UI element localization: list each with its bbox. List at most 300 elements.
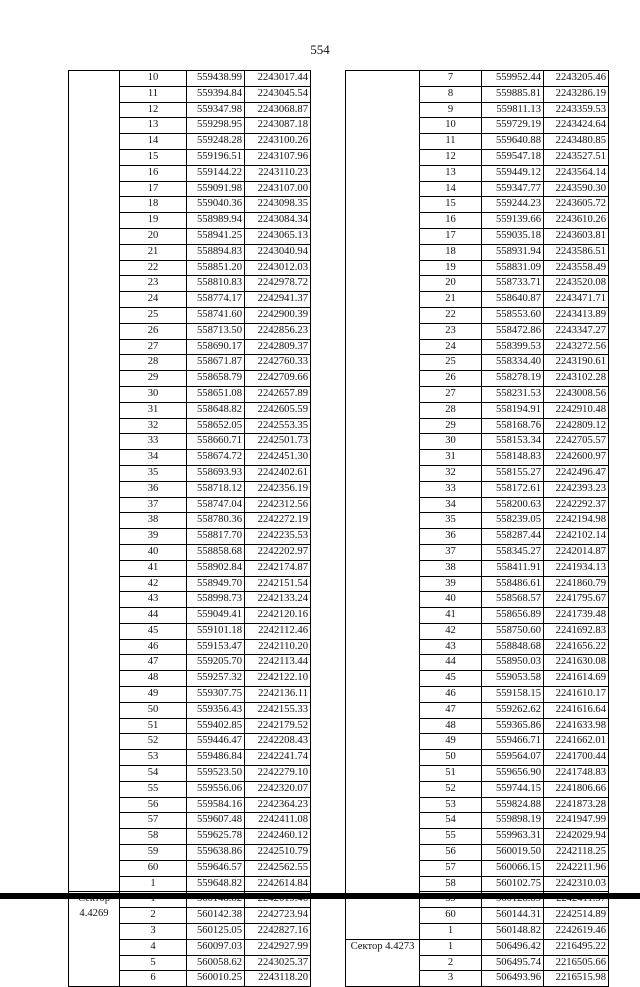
point-number: 40 [120, 544, 187, 560]
point-number: 33 [120, 434, 187, 450]
x-coordinate: 558750.60 [482, 623, 544, 639]
point-number: 11 [420, 134, 482, 150]
x-coordinate: 558810.83 [187, 276, 245, 292]
point-number: 50 [120, 702, 187, 718]
x-coordinate: 559607.48 [187, 813, 245, 829]
point-number: 12 [120, 102, 187, 118]
y-coordinate: 2241610.17 [544, 687, 609, 703]
y-coordinate: 2242760.33 [245, 355, 311, 371]
x-coordinate: 559153.47 [187, 639, 245, 655]
y-coordinate: 2242809.12 [544, 418, 609, 434]
y-coordinate: 2242211.96 [544, 860, 609, 876]
point-number: 6 [120, 971, 187, 987]
point-number: 38 [420, 560, 482, 576]
x-coordinate: 558278.19 [482, 371, 544, 387]
y-coordinate: 2243025.37 [245, 955, 311, 971]
x-coordinate: 559298.95 [187, 118, 245, 134]
y-coordinate: 2242496.47 [544, 465, 609, 481]
y-coordinate: 2243272.56 [544, 339, 609, 355]
point-number: 43 [420, 639, 482, 655]
x-coordinate: 559244.23 [482, 197, 544, 213]
y-coordinate: 2242155.33 [245, 702, 311, 718]
y-coordinate: 2242393.23 [544, 481, 609, 497]
y-coordinate: 2242174.87 [245, 560, 311, 576]
y-coordinate: 2242605.59 [245, 402, 311, 418]
x-coordinate: 506496.42 [482, 939, 544, 955]
point-number: 27 [120, 339, 187, 355]
y-coordinate: 2242510.79 [245, 845, 311, 861]
point-number: 10 [420, 118, 482, 134]
point-number: 17 [120, 181, 187, 197]
y-coordinate: 2242927.99 [245, 939, 311, 955]
point-number: 58 [420, 876, 482, 892]
point-number: 24 [120, 292, 187, 308]
x-coordinate: 558989.94 [187, 213, 245, 229]
point-number: 11 [120, 86, 187, 102]
x-coordinate: 559547.18 [482, 149, 544, 165]
x-coordinate: 559035.18 [482, 228, 544, 244]
x-coordinate: 560142.38 [187, 908, 245, 924]
point-number: 49 [420, 734, 482, 750]
y-coordinate: 2242451.30 [245, 450, 311, 466]
point-number: 18 [120, 197, 187, 213]
y-coordinate: 2241806.66 [544, 781, 609, 797]
x-coordinate: 559307.75 [187, 687, 245, 703]
y-coordinate: 2243590.30 [544, 181, 609, 197]
x-coordinate: 558931.94 [482, 244, 544, 260]
x-coordinate: 559963.31 [482, 829, 544, 845]
point-number: 35 [120, 465, 187, 481]
y-coordinate: 2242614.84 [245, 876, 311, 892]
table-row [346, 71, 609, 87]
x-coordinate: 558741.60 [187, 307, 245, 323]
point-number: 60 [120, 860, 187, 876]
x-coordinate: 558194.91 [482, 402, 544, 418]
point-number: 16 [120, 165, 187, 181]
point-number: 4 [120, 939, 187, 955]
point-number: 13 [420, 165, 482, 181]
y-coordinate: 2241662.01 [544, 734, 609, 750]
x-coordinate: 559952.44 [482, 71, 544, 87]
x-coordinate: 558200.63 [482, 497, 544, 513]
point-number: 50 [420, 750, 482, 766]
point-number: 1 [420, 939, 482, 955]
sector-cell-empty [346, 71, 420, 940]
y-coordinate: 2243359.53 [544, 102, 609, 118]
point-number: 5 [120, 955, 187, 971]
x-coordinate: 559811.13 [482, 102, 544, 118]
point-number: 19 [120, 213, 187, 229]
point-number: 29 [420, 418, 482, 434]
point-number: 53 [420, 797, 482, 813]
y-coordinate: 2242562.55 [245, 860, 311, 876]
point-number: 55 [420, 829, 482, 845]
y-coordinate: 2243084.34 [245, 213, 311, 229]
point-number: 30 [120, 386, 187, 402]
x-coordinate: 559248.28 [187, 134, 245, 150]
point-number: 26 [420, 371, 482, 387]
x-coordinate: 559101.18 [187, 623, 245, 639]
x-coordinate: 558658.79 [187, 371, 245, 387]
y-coordinate: 2216495.22 [544, 939, 609, 955]
y-coordinate: 2243564.14 [544, 165, 609, 181]
point-number: 3 [120, 924, 187, 940]
y-coordinate: 2242292.37 [544, 497, 609, 513]
y-coordinate: 2242910.48 [544, 402, 609, 418]
point-number: 31 [120, 402, 187, 418]
x-coordinate: 558334.40 [482, 355, 544, 371]
y-coordinate: 2243110.23 [245, 165, 311, 181]
y-coordinate: 2242118.25 [544, 845, 609, 861]
y-coordinate: 2243107.96 [245, 149, 311, 165]
x-coordinate: 559262.62 [482, 702, 544, 718]
y-coordinate: 2242102.14 [544, 529, 609, 545]
y-coordinate: 2242235.53 [245, 529, 311, 545]
y-coordinate: 2241860.79 [544, 576, 609, 592]
y-coordinate: 2242110.20 [245, 639, 311, 655]
y-coordinate: 2242120.16 [245, 608, 311, 624]
point-number: 19 [420, 260, 482, 276]
x-coordinate: 558148.83 [482, 450, 544, 466]
y-coordinate: 2242402.61 [245, 465, 311, 481]
x-coordinate: 558831.09 [482, 260, 544, 276]
y-coordinate: 2243118.20 [245, 971, 311, 987]
x-coordinate: 558345.27 [482, 544, 544, 560]
y-coordinate: 2243586.51 [544, 244, 609, 260]
x-coordinate: 559466.71 [482, 734, 544, 750]
y-coordinate: 2241692.83 [544, 623, 609, 639]
x-coordinate: 559040.36 [187, 197, 245, 213]
y-coordinate: 2243102.28 [544, 371, 609, 387]
x-coordinate: 560058.62 [187, 955, 245, 971]
y-coordinate: 2241947.99 [544, 813, 609, 829]
point-number: 18 [420, 244, 482, 260]
point-number: 49 [120, 687, 187, 703]
coordinates-table-left [68, 70, 311, 987]
point-number: 2 [420, 955, 482, 971]
point-number: 25 [120, 307, 187, 323]
x-coordinate: 558817.70 [187, 529, 245, 545]
point-number: 25 [420, 355, 482, 371]
y-coordinate: 2243610.26 [544, 213, 609, 229]
x-coordinate: 559898.19 [482, 813, 544, 829]
y-coordinate: 2243527.51 [544, 149, 609, 165]
x-coordinate: 559564.07 [482, 750, 544, 766]
y-coordinate: 2242202.97 [245, 544, 311, 560]
x-coordinate: 559486.84 [187, 750, 245, 766]
x-coordinate: 558399.53 [482, 339, 544, 355]
y-coordinate: 2242208.43 [245, 734, 311, 750]
point-number: 10 [120, 71, 187, 87]
point-number: 1 [120, 876, 187, 892]
x-coordinate: 559053.58 [482, 671, 544, 687]
x-coordinate: 560144.31 [482, 908, 544, 924]
point-number: 39 [120, 529, 187, 545]
x-coordinate: 559438.99 [187, 71, 245, 87]
point-number: 14 [120, 134, 187, 150]
x-coordinate: 558733.71 [482, 276, 544, 292]
x-coordinate: 559648.82 [187, 876, 245, 892]
point-number: 29 [120, 371, 187, 387]
point-number: 45 [120, 623, 187, 639]
x-coordinate: 559158.15 [482, 687, 544, 703]
x-coordinate: 558239.05 [482, 513, 544, 529]
y-coordinate: 2243045.54 [245, 86, 311, 102]
y-coordinate: 2243068.87 [245, 102, 311, 118]
point-number: 54 [420, 813, 482, 829]
y-coordinate: 2243017.44 [245, 71, 311, 87]
point-number: 35 [420, 513, 482, 529]
point-number: 24 [420, 339, 482, 355]
x-coordinate: 559625.78 [187, 829, 245, 845]
x-coordinate: 558774.17 [187, 292, 245, 308]
y-coordinate: 2243205.46 [544, 71, 609, 87]
x-coordinate: 558652.05 [187, 418, 245, 434]
x-coordinate: 559347.77 [482, 181, 544, 197]
point-number: 40 [420, 592, 482, 608]
x-coordinate: 559139.66 [482, 213, 544, 229]
x-coordinate: 558747.04 [187, 497, 245, 513]
x-coordinate: 559640.88 [482, 134, 544, 150]
x-coordinate: 558780.36 [187, 513, 245, 529]
x-coordinate: 558153.34 [482, 434, 544, 450]
y-coordinate: 2242411.08 [245, 813, 311, 829]
point-number: 37 [120, 497, 187, 513]
y-coordinate: 2242320.07 [245, 781, 311, 797]
x-coordinate: 558713.50 [187, 323, 245, 339]
point-number: 26 [120, 323, 187, 339]
x-coordinate: 559523.50 [187, 766, 245, 782]
point-number: 20 [120, 228, 187, 244]
x-coordinate: 559446.47 [187, 734, 245, 750]
x-coordinate: 558486.61 [482, 576, 544, 592]
y-coordinate: 2241633.98 [544, 718, 609, 734]
x-coordinate: 559257.32 [187, 671, 245, 687]
x-coordinate: 559656.90 [482, 766, 544, 782]
x-coordinate: 558640.87 [482, 292, 544, 308]
x-coordinate: 560125.05 [187, 924, 245, 940]
point-number: 42 [120, 576, 187, 592]
x-coordinate: 558941.25 [187, 228, 245, 244]
x-coordinate: 559091.98 [187, 181, 245, 197]
y-coordinate: 2242705.57 [544, 434, 609, 450]
point-number: 47 [420, 702, 482, 718]
point-number: 51 [420, 766, 482, 782]
point-number: 52 [120, 734, 187, 750]
x-coordinate: 558553.60 [482, 307, 544, 323]
x-coordinate: 559049.41 [187, 608, 245, 624]
point-number: 45 [420, 671, 482, 687]
y-coordinate: 2243065.13 [245, 228, 311, 244]
x-coordinate: 558231.53 [482, 386, 544, 402]
point-number: 17 [420, 228, 482, 244]
point-number: 39 [420, 576, 482, 592]
point-number: 59 [120, 845, 187, 861]
y-coordinate: 2243480.85 [544, 134, 609, 150]
x-coordinate: 558998.73 [187, 592, 245, 608]
point-number: 34 [120, 450, 187, 466]
x-coordinate: 559744.15 [482, 781, 544, 797]
x-coordinate: 558949.70 [187, 576, 245, 592]
y-coordinate: 2242151.54 [245, 576, 311, 592]
y-coordinate: 2242356.19 [245, 481, 311, 497]
y-coordinate: 2216515.98 [544, 971, 609, 987]
point-number: 56 [420, 845, 482, 861]
point-number: 9 [420, 102, 482, 118]
y-coordinate: 2241630.08 [544, 655, 609, 671]
x-coordinate: 558674.72 [187, 450, 245, 466]
point-number: 60 [420, 908, 482, 924]
y-coordinate: 2242112.46 [245, 623, 311, 639]
y-coordinate: 2241739.48 [544, 608, 609, 624]
y-coordinate: 2241795.67 [544, 592, 609, 608]
x-coordinate: 558894.83 [187, 244, 245, 260]
y-coordinate: 2242709.66 [245, 371, 311, 387]
y-coordinate: 2241934.13 [544, 560, 609, 576]
x-coordinate: 559729.19 [482, 118, 544, 134]
point-number: 14 [420, 181, 482, 197]
point-number: 30 [420, 434, 482, 450]
x-coordinate: 558568.57 [482, 592, 544, 608]
point-number: 15 [120, 149, 187, 165]
point-number: 57 [120, 813, 187, 829]
y-coordinate: 2241616.64 [544, 702, 609, 718]
y-coordinate: 2242514.89 [544, 908, 609, 924]
y-coordinate: 2243347.27 [544, 323, 609, 339]
x-coordinate: 558848.68 [482, 639, 544, 655]
point-number: 36 [120, 481, 187, 497]
point-number: 21 [420, 292, 482, 308]
x-coordinate: 558648.82 [187, 402, 245, 418]
x-coordinate: 559205.70 [187, 655, 245, 671]
y-coordinate: 2242136.11 [245, 687, 311, 703]
y-coordinate: 2243471.71 [544, 292, 609, 308]
y-coordinate: 2242194.98 [544, 513, 609, 529]
point-number: 23 [120, 276, 187, 292]
y-coordinate: 2242600.97 [544, 450, 609, 466]
x-coordinate: 558651.08 [187, 386, 245, 402]
x-coordinate: 558660.71 [187, 434, 245, 450]
y-coordinate: 2242723.94 [245, 908, 311, 924]
point-number: 56 [120, 797, 187, 813]
y-coordinate: 2242460.12 [245, 829, 311, 845]
x-coordinate: 558172.61 [482, 481, 544, 497]
y-coordinate: 2241748.83 [544, 766, 609, 782]
y-coordinate: 2243286.19 [544, 86, 609, 102]
point-number: 23 [420, 323, 482, 339]
x-coordinate: 558693.93 [187, 465, 245, 481]
x-coordinate: 559584.16 [187, 797, 245, 813]
y-coordinate: 2242827.16 [245, 924, 311, 940]
y-coordinate: 2242364.23 [245, 797, 311, 813]
point-number: 20 [420, 276, 482, 292]
y-coordinate: 2243605.72 [544, 197, 609, 213]
y-coordinate: 2242312.56 [245, 497, 311, 513]
y-coordinate: 2242310.03 [544, 876, 609, 892]
y-coordinate: 2243413.89 [544, 307, 609, 323]
x-coordinate: 560102.75 [482, 876, 544, 892]
point-number: 46 [420, 687, 482, 703]
point-number: 36 [420, 529, 482, 545]
y-coordinate: 2243107.00 [245, 181, 311, 197]
y-coordinate: 2243190.61 [544, 355, 609, 371]
point-number: 37 [420, 544, 482, 560]
y-coordinate: 2241873.28 [544, 797, 609, 813]
point-number: 7 [420, 71, 482, 87]
y-coordinate: 2242657.89 [245, 386, 311, 402]
x-coordinate: 560148.82 [482, 924, 544, 940]
y-coordinate: 2242122.10 [245, 671, 311, 687]
y-coordinate: 2243012.03 [245, 260, 311, 276]
y-coordinate: 2243424.64 [544, 118, 609, 134]
y-coordinate: 2242553.35 [245, 418, 311, 434]
table-row [69, 71, 311, 87]
point-number: 3 [420, 971, 482, 987]
point-number: 38 [120, 513, 187, 529]
y-coordinate: 2242856.23 [245, 323, 311, 339]
point-number: 15 [420, 197, 482, 213]
point-number: 8 [420, 86, 482, 102]
x-coordinate: 559347.98 [187, 102, 245, 118]
point-number: 12 [420, 149, 482, 165]
point-number: 32 [420, 465, 482, 481]
sector-label: 4.4269 [69, 892, 120, 987]
y-coordinate: 2243520.08 [544, 276, 609, 292]
x-coordinate: 558690.17 [187, 339, 245, 355]
x-coordinate: 560019.50 [482, 845, 544, 861]
point-number: 33 [420, 481, 482, 497]
point-number: 48 [420, 718, 482, 734]
point-number: 54 [120, 766, 187, 782]
y-coordinate: 2243100.26 [245, 134, 311, 150]
y-coordinate: 2242809.37 [245, 339, 311, 355]
x-coordinate: 558858.68 [187, 544, 245, 560]
x-coordinate: 558411.91 [482, 560, 544, 576]
point-number: 34 [420, 497, 482, 513]
y-coordinate: 2242179.52 [245, 718, 311, 734]
x-coordinate: 559365.86 [482, 718, 544, 734]
point-number: 52 [420, 781, 482, 797]
point-number: 41 [420, 608, 482, 624]
y-coordinate: 2243087.18 [245, 118, 311, 134]
x-coordinate: 560010.25 [187, 971, 245, 987]
x-coordinate: 506493.96 [482, 971, 544, 987]
y-coordinate: 2242941.37 [245, 292, 311, 308]
point-number: 48 [120, 671, 187, 687]
point-number: 1 [420, 924, 482, 940]
point-number: 57 [420, 860, 482, 876]
y-coordinate: 2243098.35 [245, 197, 311, 213]
point-number: 2 [120, 908, 187, 924]
y-coordinate: 2242241.74 [245, 750, 311, 766]
x-coordinate: 558287.44 [482, 529, 544, 545]
x-coordinate: 559356.43 [187, 702, 245, 718]
x-coordinate: 558155.27 [482, 465, 544, 481]
x-coordinate: 558718.12 [187, 481, 245, 497]
x-coordinate: 559556.06 [187, 781, 245, 797]
sector-cell-empty [69, 71, 120, 892]
y-coordinate: 2242619.46 [544, 924, 609, 940]
y-coordinate: 2242978.72 [245, 276, 311, 292]
point-number: 13 [120, 118, 187, 134]
y-coordinate: 2243040.94 [245, 244, 311, 260]
y-coordinate: 2242113.44 [245, 655, 311, 671]
table-row [346, 939, 609, 955]
x-coordinate: 558168.76 [482, 418, 544, 434]
point-number: 43 [120, 592, 187, 608]
point-number: 21 [120, 244, 187, 260]
y-coordinate: 2242501.73 [245, 434, 311, 450]
